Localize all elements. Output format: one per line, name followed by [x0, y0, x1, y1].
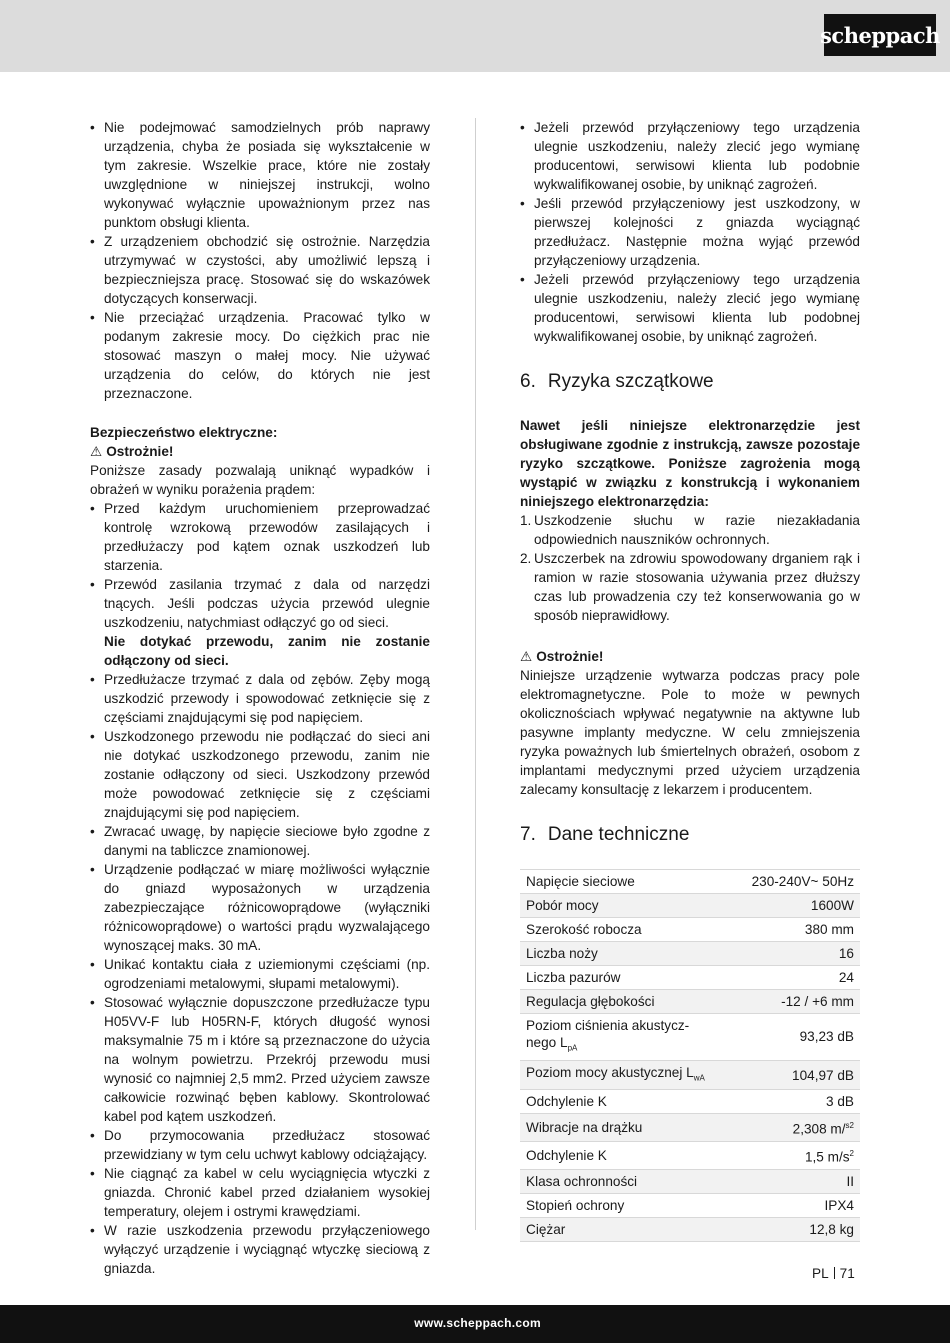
section-number: 7. — [520, 824, 536, 845]
warning-label: Ostrożnie! — [106, 444, 174, 459]
list-item-emphasis: Nie dotykać przewodu, zanim nie zostanie odłączony od sieci. — [104, 634, 430, 668]
list-item: • Nie przeciążać urządzenia. Pracować tylko w podanym zakresie mocy. Do ciężkich prac nie stosować maszyn o małej mocy. Nie używać urządzenia do celów, do których nie jest przeznaczone. — [90, 308, 430, 403]
column-divider — [475, 118, 476, 1230]
spec-label: Poziom mocy akustycznej $L_{wA}$ — [520, 1060, 733, 1090]
footer-bar — [0, 1305, 950, 1343]
electrical-intro: Poniższe zasady pozwalają uniknąć wypadków i obrażeń w wyniku porażenia prądem: — [90, 463, 430, 497]
spec-label: Ciężar — [520, 1217, 733, 1241]
warning-line — [520, 647, 860, 666]
table-row — [520, 1217, 860, 1241]
list-item: • Stosować wyłącznie dopuszczone przedłużacze typu H05VV-F lub H05RN-F, których długość wynosi maksymalnie 75 m i które są przeznaczone do użycia na wolnym powietrzu. Przekrój przewodu musi wynosić co najmniej 2,5 mm2. Przed użyciem zawsze całkowicie rozwinąć bęben kablowy. Skontrolować kabel pod kątem uszkodzeń. — [90, 993, 430, 1126]
table-row — [520, 1090, 860, 1114]
item-text: Uszczerbek na zdrowiu spowodowany drganiem rąk i ramion w razie stosowania używania przez dłuższy czas lub prowadzenia czy też konserwowania go w sposób nieprawidłowy. — [534, 551, 860, 623]
residual-risk-intro: Nawet jeśli niniejsze elektronarzędzie jest obsługiwane zgodnie z instrukcją, zawsze pozostaje ryzyko szczątkowe. Poniższe zagrożenia mogą wystąpić w związku z konstrukcją i wykonaniem niniejszego elektronarzędzia: — [520, 418, 860, 509]
section-title: Ryzyka szczątkowe — [547, 371, 714, 392]
list-item: • Do przymocowania przedłużacz stosować przewidziany w tym celu uchwyt kablowy odciążający. — [90, 1126, 430, 1164]
list-item: • Unikać kontaktu ciała z uziemionymi częściami (np. ogrodzeniami metalowymi, słupami metalowymi). — [90, 955, 430, 993]
table-row — [520, 942, 860, 966]
right-column — [520, 118, 860, 1242]
list-item: • Jeśli przewód przyłączeniowy jest uszkodzony, w pierwszej kolejności z gniazda wyciągnąć przedłużacz. Następnie można wyjąć przewód przyłączeniowy urządzenia. — [520, 194, 860, 270]
spec-value-superscript: s2 — [845, 1121, 854, 1131]
item-number: 1. — [520, 513, 532, 528]
warning-line — [90, 442, 430, 461]
spec-label: Pobór mocy — [520, 894, 733, 918]
page-number-value: 71 — [839, 1266, 855, 1281]
spec-label: Regulacja głębokości — [520, 990, 733, 1014]
warning-label: Ostrożnie! — [536, 649, 604, 664]
spec-label: Klasa ochronności — [520, 1169, 733, 1193]
list-item: • Urządzenie podłączać w miarę możliwości wyłącznie do gniazd wyposażonych w urządzenia zabezpieczające różnicowoprądowe (wyłączniki różnicowoprądowe) o wartości prądu wyzwalającego wynoszącej maks. 30 mA. — [90, 860, 430, 955]
list-item — [520, 549, 860, 625]
table-row — [520, 894, 860, 918]
page-number-separator — [834, 1267, 835, 1279]
item-text: Uszkodzenie słuchu w razie niezakładania odpowiednich nauszników ochronnych. — [534, 513, 860, 547]
table-row — [520, 966, 860, 990]
table-row — [520, 1014, 860, 1061]
spec-value: 93,23 dB — [733, 1014, 860, 1061]
general-safety-list — [90, 118, 430, 403]
cable-safety-list — [520, 118, 860, 346]
list-item: • Zwracać uwagę, by napięcie sieciowe było zgodne z danymi na tabliczce znamionowej. — [90, 822, 430, 860]
spec-label: Odchylenie K — [520, 1090, 733, 1114]
list-item: • Jeżeli przewód przyłączeniowy tego urządzenia ulegnie uszkodzeniu, należy zlecić jego wymianę producentowi, serwisowi klienta lub podobnej wykwalifikowanej osobie, by uniknąć zagrożeń. — [520, 270, 860, 346]
list-item: • Nie ciągnąć za kabel w celu wyciągnięcia wtyczki z gniazda. Chronić kabel przed działaniem wysokiej temperatury, olejem i ostrymi krawędziami. — [90, 1164, 430, 1221]
spec-value: 1600W — [733, 894, 860, 918]
section-number: 6. — [520, 371, 536, 392]
residual-risk-list — [520, 511, 860, 625]
scheppach-logo: scheppach — [824, 14, 936, 56]
table-row — [520, 1114, 860, 1142]
spec-value: 104,97 dB — [733, 1060, 860, 1090]
page-language: PL — [812, 1266, 829, 1281]
list-item: • Przed każdym uruchomieniem przeprowadzać kontrolę wzrokową przewodów zasilających i przedłużaczy pod kątem oznak uszkodzeń lub starzenia. — [90, 499, 430, 575]
page-number — [812, 1266, 855, 1281]
spec-value: 3 dB — [733, 1090, 860, 1114]
emf-warning-text: Niniejsze urządzenie wytwarza podczas pracy pole elektromagnetyczne. Pole to może w pewnych okolicznościach wpływać negatywnie na aktywne lub pasywne implanty medyczne. W celu zmniejszenia ryzyka poważnych lub śmiertelnych obrażeń, osobom z implantami medycznymi przed użyciem urządzenia zalecamy konsultację z lekarzem i producentem. — [520, 668, 860, 797]
item-number: 2. — [520, 551, 532, 566]
left-column — [90, 118, 430, 1278]
electrical-safety-heading: Bezpieczeństwo elektryczne: — [90, 425, 278, 440]
spec-label: Napięcie sieciowe — [520, 870, 733, 894]
table-row — [520, 918, 860, 942]
list-item: • Z urządzeniem obchodzić się ostrożnie. Narzędzia utrzymywać w czystości, aby umożliwić lepszą i bezpieczniejsza pracę. Stosować się do wskazówek dotyczących konserwacji. — [90, 232, 430, 308]
table-row — [520, 1060, 860, 1090]
spec-value: 16 — [733, 942, 860, 966]
spec-label: Szerokość robocza — [520, 918, 733, 942]
table-row — [520, 990, 860, 1014]
table-row — [520, 1141, 860, 1169]
spec-value: 230-240V~ 50Hz — [733, 870, 860, 894]
list-item: • Nie podejmować samodzielnych prób naprawy urządzenia, chyba że posiada się wykształcenie w tym zakresie. Wszelkie prace, które nie zostały uwzględnione w niniejszej instrukcji, wolno wykonywać wyłącznie upoważnionym przez nas punktom obsługi klienta. — [90, 118, 430, 232]
list-item — [520, 511, 860, 549]
list-item: • Przedłużacze trzymać z dala od zębów. Zęby mogą uszkodzić przewody i spowodować zetknięcie się z częściami znajdującymi się pod napięciem. — [90, 670, 430, 727]
spec-label: Odchylenie K — [520, 1141, 733, 1169]
technical-data-table — [520, 869, 860, 1242]
section-7-heading — [520, 823, 860, 847]
spec-label-subscript: wA — [693, 1073, 705, 1083]
list-item: • W razie uszkodzenia przewodu przyłączeniowego wyłączyć urządzenie i wyciągnąć wtyczkę sieciową z gniazda. — [90, 1221, 430, 1278]
warning-triangle-icon: ⚠ — [520, 649, 533, 664]
spec-value: IPX4 — [733, 1193, 860, 1217]
spec-value: 2,308 m/$^{s2}$ — [733, 1114, 860, 1142]
table-row — [520, 1193, 860, 1217]
spec-value: 1,5 $m/s^2$ — [733, 1141, 860, 1169]
section-title: Dane techniczne — [547, 824, 690, 845]
header-bar — [0, 0, 950, 72]
spec-value: 12,8 kg — [733, 1217, 860, 1241]
table-row — [520, 1169, 860, 1193]
list-item-text: Przewód zasilania trzymać z dala od narzędzi tnących. Jeśli podczas użycia przewód ulegnie uszkodzeniu, natychmiast odłączyć go od sieci. — [104, 577, 430, 630]
spec-label-subscript: pA — [567, 1043, 578, 1053]
spec-label: Stopień ochrony — [520, 1193, 733, 1217]
spec-label: Liczba noży — [520, 942, 733, 966]
list-item: • Jeżeli przewód przyłączeniowy tego urządzenia ulegnie uszkodzeniu, należy zlecić jego wymianę producentowi, serwisowi klienta lub podobnie wykwalifikowanej osobie, by uniknąć zagrożeń. — [520, 118, 860, 194]
list-item — [90, 575, 430, 670]
spec-label: Wibracje na drążku — [520, 1114, 733, 1142]
spec-value: 24 — [733, 966, 860, 990]
spec-label: Liczba pazurów — [520, 966, 733, 990]
spec-value: II — [733, 1169, 860, 1193]
footer-url: www.scheppach.com — [414, 1316, 541, 1330]
spec-label: Poziom ciśnienia akustycz- nego $L_{pA}$ — [520, 1014, 733, 1061]
table-row — [520, 870, 860, 894]
list-item: • Uszkodzonego przewodu nie podłączać do sieci ani nie dotykać uszkodzonego przewodu, zanim nie zostanie odłączony od sieci. Uszkodzony przewód może powodować zetknięcie się z częściami znajdującymi się pod napięciem. — [90, 727, 430, 822]
spec-value-superscript: 2 — [849, 1148, 854, 1158]
warning-triangle-icon: ⚠ — [90, 444, 103, 459]
section-6-heading — [520, 370, 860, 394]
electrical-safety-list — [90, 499, 430, 1278]
spec-value: 380 mm — [733, 918, 860, 942]
spec-value: -12 / +6 mm — [733, 990, 860, 1014]
